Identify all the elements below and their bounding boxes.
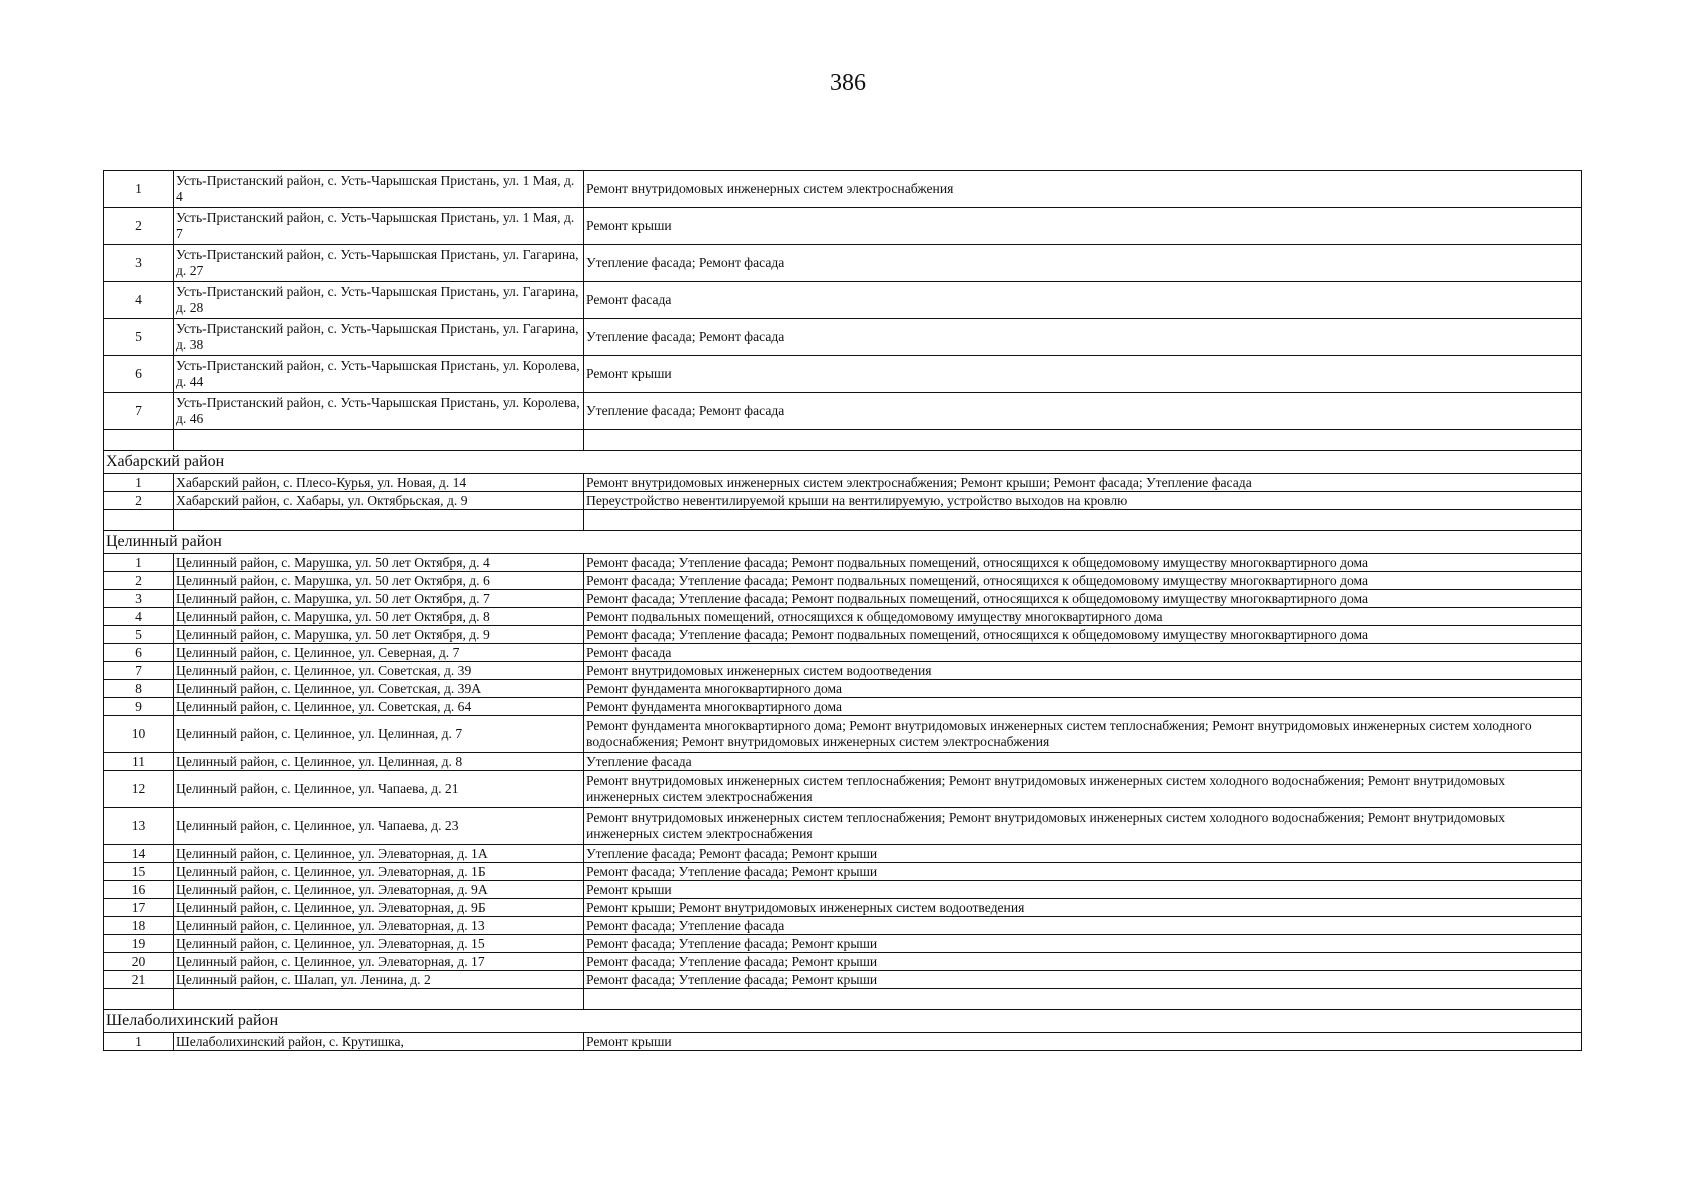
row-number: 9 [104,698,174,716]
row-works: Утепление фасада; Ремонт фасада [584,245,1582,282]
row-number: 4 [104,608,174,626]
row-works: Ремонт фундамента многоквартирного дома; Ремонт внутридомовых инженерных систем теплоснабжения; Ремонт внутридомовых инженерных систем холодного водоснабжения; Ремонт внутридомовых инженерных систем электроснабжения [584,716,1582,753]
row-number: 5 [104,626,174,644]
row-works: Ремонт крыши [584,881,1582,899]
row-works: Ремонт внутридомовых инженерных систем электроснабжения [584,171,1582,208]
district-title: Шелаболихинский район [104,1010,1582,1033]
row-works: Ремонт фасада; Утепление фасада [584,917,1582,935]
row-address: Целинный район, с. Целинное, ул. Элеваторная, д. 1А [174,845,584,863]
row-address: Целинный район, с. Целинное, ул. Северная, д. 7 [174,644,584,662]
district-header-row [104,1010,1582,1033]
row-address: Целинный район, с. Целинное, ул. Элеваторная, д. 13 [174,917,584,935]
table-row [104,1033,1582,1051]
row-address: Усть-Пристанский район, с. Усть-Чарышская Пристань, ул. 1 Мая, д. 7 [174,208,584,245]
row-works: Утепление фасада; Ремонт фасада [584,393,1582,430]
row-address: Целинный район, с. Марушка, ул. 50 лет Октября, д. 7 [174,590,584,608]
row-address: Целинный район, с. Марушка, ул. 50 лет Октября, д. 4 [174,554,584,572]
table-row [104,356,1582,393]
works-table [103,170,1582,1051]
row-address: Целинный район, с. Целинное, ул. Элеваторная, д. 15 [174,935,584,953]
table-row [104,771,1582,808]
table-row [104,698,1582,716]
row-works: Ремонт фасада; Утепление фасада; Ремонт крыши [584,971,1582,989]
row-works: Ремонт фасада; Утепление фасада; Ремонт подвальных помещений, относящихся к общедомовому имуществу многоквартирного дома [584,572,1582,590]
section-gap [104,510,1582,531]
row-works: Ремонт крыши [584,356,1582,393]
row-works: Утепление фасада [584,753,1582,771]
row-works: Ремонт внутридомовых инженерных систем водоотведения [584,662,1582,680]
section-gap [104,430,1582,451]
row-number: 2 [104,208,174,245]
row-number: 6 [104,644,174,662]
row-number: 18 [104,917,174,935]
table-row [104,971,1582,989]
row-address: Хабарский район, с. Хабары, ул. Октябрьская, д. 9 [174,492,584,510]
row-works: Ремонт фундамента многоквартирного дома [584,698,1582,716]
row-number: 6 [104,356,174,393]
table-row [104,662,1582,680]
row-address: Усть-Пристанский район, с. Усть-Чарышская Пристань, ул. Королева, д. 46 [174,393,584,430]
row-number: 3 [104,590,174,608]
table-row [104,572,1582,590]
row-works: Ремонт подвальных помещений, относящихся к общедомовому имуществу многоквартирного дома [584,608,1582,626]
row-address: Целинный район, с. Целинное, ул. Чапаева, д. 21 [174,771,584,808]
table-row [104,208,1582,245]
row-works: Ремонт внутридомовых инженерных систем теплоснабжения; Ремонт внутридомовых инженерных систем холодного водоснабжения; Ремонт внутридомовых инженерных систем электроснабжения [584,808,1582,845]
row-number: 1 [104,474,174,492]
row-number: 3 [104,245,174,282]
row-works: Переустройство невентилируемой крыши на вентилируемую, устройство выходов на кровлю [584,492,1582,510]
row-address: Усть-Пристанский район, с. Усть-Чарышская Пристань, ул. Гагарина, д. 28 [174,282,584,319]
table-row [104,845,1582,863]
table-row [104,644,1582,662]
row-works: Утепление фасада; Ремонт фасада [584,319,1582,356]
row-works: Ремонт фасада; Утепление фасада; Ремонт крыши [584,953,1582,971]
row-number: 17 [104,899,174,917]
table-row [104,590,1582,608]
row-works: Утепление фасада; Ремонт фасада; Ремонт крыши [584,845,1582,863]
row-address: Усть-Пристанский район, с. Усть-Чарышская Пристань, ул. 1 Мая, д. 4 [174,171,584,208]
row-works: Ремонт фасада [584,282,1582,319]
row-works: Ремонт фундамента многоквартирного дома [584,680,1582,698]
row-number: 15 [104,863,174,881]
row-number: 20 [104,953,174,971]
row-works: Ремонт крыши [584,1033,1582,1051]
row-works: Ремонт фасада; Утепление фасада; Ремонт крыши [584,863,1582,881]
row-number: 11 [104,753,174,771]
table-row [104,716,1582,753]
row-address: Целинный район, с. Целинное, ул. Элеваторная, д. 9А [174,881,584,899]
row-works: Ремонт крыши; Ремонт внутридомовых инженерных систем водоотведения [584,899,1582,917]
row-number: 1 [104,554,174,572]
table-row [104,917,1582,935]
row-works: Ремонт внутридомовых инженерных систем электроснабжения; Ремонт крыши; Ремонт фасада; Утепление фасада [584,474,1582,492]
row-works: Ремонт фасада [584,644,1582,662]
row-address: Усть-Пристанский район, с. Усть-Чарышская Пристань, ул. Гагарина, д. 38 [174,319,584,356]
row-address: Шелаболихинский район, с. Крутишка, [174,1033,584,1051]
row-number: 2 [104,572,174,590]
table-row [104,899,1582,917]
row-works: Ремонт внутридомовых инженерных систем теплоснабжения; Ремонт внутридомовых инженерных систем холодного водоснабжения; Ремонт внутридомовых инженерных систем электроснабжения [584,771,1582,808]
row-address: Целинный район, с. Шалап, ул. Ленина, д. 2 [174,971,584,989]
row-number: 8 [104,680,174,698]
row-address: Целинный район, с. Целинное, ул. Элеваторная, д. 1Б [174,863,584,881]
row-address: Целинный район, с. Целинное, ул. Советская, д. 39 [174,662,584,680]
row-number: 7 [104,393,174,430]
row-number: 1 [104,1033,174,1051]
table-row [104,492,1582,510]
row-number: 19 [104,935,174,953]
table-row [104,953,1582,971]
table-row [104,863,1582,881]
works-table-body [104,171,1582,1051]
table-row [104,171,1582,208]
row-address: Целинный район, с. Целинное, ул. Целинная, д. 8 [174,753,584,771]
district-header-row [104,451,1582,474]
table-row [104,753,1582,771]
row-number: 14 [104,845,174,863]
row-works: Ремонт фасада; Утепление фасада; Ремонт подвальных помещений, относящихся к общедомовому имуществу многоквартирного дома [584,626,1582,644]
row-address: Целинный район, с. Марушка, ул. 50 лет Октября, д. 6 [174,572,584,590]
row-address: Целинный район, с. Марушка, ул. 50 лет Октября, д. 8 [174,608,584,626]
section-gap [104,989,1582,1010]
table-row [104,808,1582,845]
table-row [104,245,1582,282]
row-number: 16 [104,881,174,899]
row-address: Целинный район, с. Целинное, ул. Элеваторная, д. 17 [174,953,584,971]
row-works: Ремонт фасада; Утепление фасада; Ремонт крыши [584,935,1582,953]
row-address: Целинный район, с. Целинное, ул. Целинная, д. 7 [174,716,584,753]
row-address: Усть-Пристанский район, с. Усть-Чарышская Пристань, ул. Гагарина, д. 27 [174,245,584,282]
row-number: 21 [104,971,174,989]
table-row [104,554,1582,572]
row-number: 5 [104,319,174,356]
district-title: Целинный район [104,531,1582,554]
table-row [104,608,1582,626]
table-row [104,282,1582,319]
row-works: Ремонт фасада; Утепление фасада; Ремонт подвальных помещений, относящихся к общедомовому имуществу многоквартирного дома [584,590,1582,608]
table-row [104,474,1582,492]
row-address: Целинный район, с. Целинное, ул. Советская, д. 39А [174,680,584,698]
page-number: 386 [830,70,866,96]
row-number: 12 [104,771,174,808]
row-address: Хабарский район, с. Плесо-Курья, ул. Новая, д. 14 [174,474,584,492]
row-number: 4 [104,282,174,319]
row-works: Ремонт фасада; Утепление фасада; Ремонт подвальных помещений, относящихся к общедомовому имуществу многоквартирного дома [584,554,1582,572]
table-row [104,393,1582,430]
row-address: Усть-Пристанский район, с. Усть-Чарышская Пристань, ул. Королева, д. 44 [174,356,584,393]
table-row [104,881,1582,899]
district-title: Хабарский район [104,451,1582,474]
district-header-row [104,531,1582,554]
row-number: 13 [104,808,174,845]
row-number: 7 [104,662,174,680]
row-number: 1 [104,171,174,208]
table-row [104,626,1582,644]
row-address: Целинный район, с. Целинное, ул. Советская, д. 64 [174,698,584,716]
table-row [104,319,1582,356]
table-row [104,935,1582,953]
row-address: Целинный район, с. Целинное, ул. Элеваторная, д. 9Б [174,899,584,917]
row-number: 10 [104,716,174,753]
row-address: Целинный район, с. Целинное, ул. Чапаева, д. 23 [174,808,584,845]
table-row [104,680,1582,698]
row-address: Целинный район, с. Марушка, ул. 50 лет Октября, д. 9 [174,626,584,644]
row-number: 2 [104,492,174,510]
row-works: Ремонт крыши [584,208,1582,245]
